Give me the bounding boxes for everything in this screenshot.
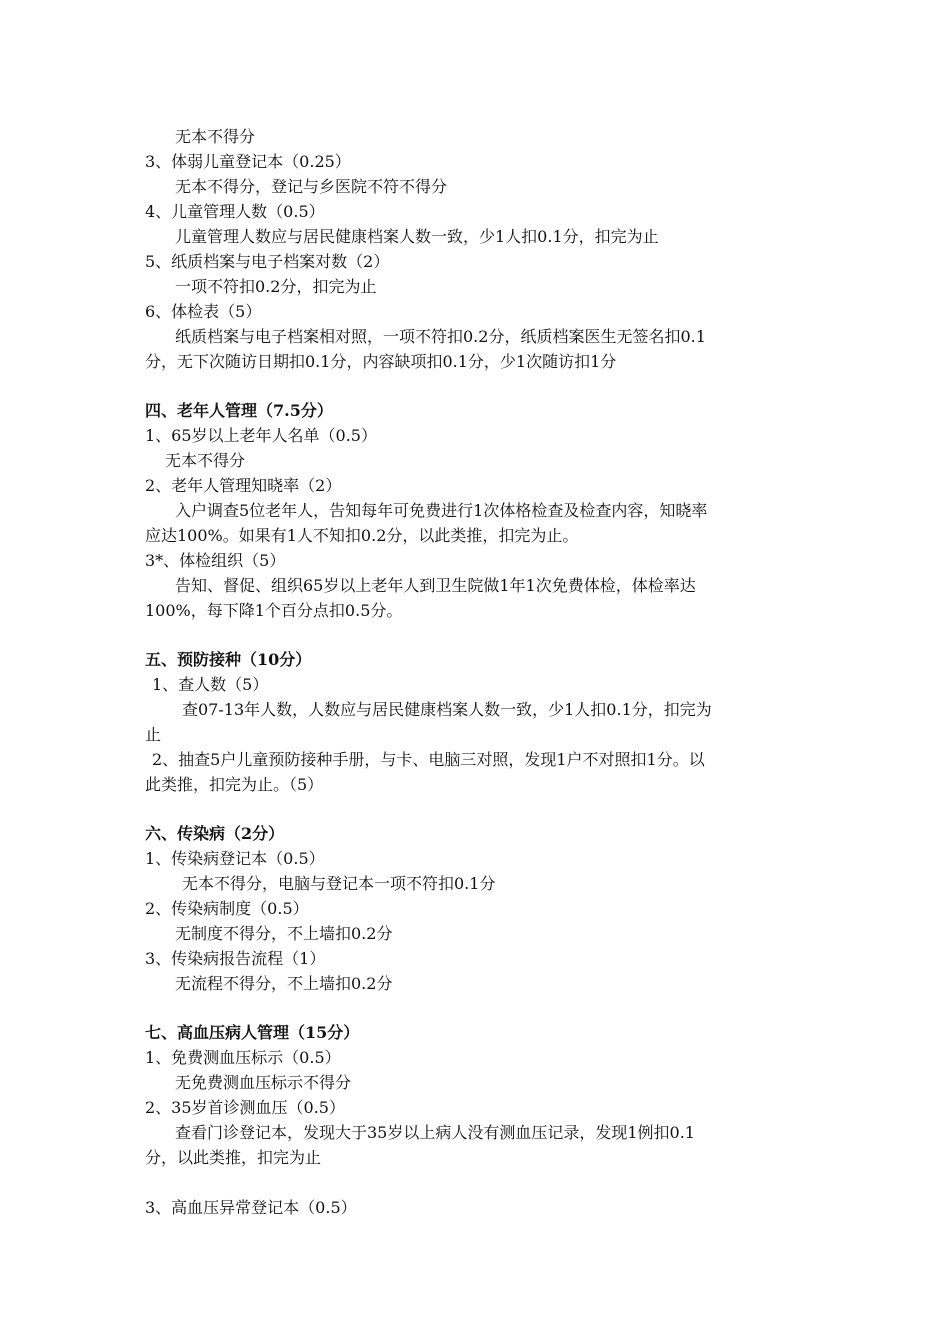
text-line: 5、纸质档案与电子档案对数（2） — [145, 252, 390, 271]
text-line: 1、65岁以上老年人名单（0.5） — [145, 426, 377, 445]
text-line: 查看门诊登记本，发现大于35岁以上病人没有测血压记录，发现1例扣0.1 — [175, 1123, 695, 1142]
text-line: 无流程不得分，不上墙扣0.2分 — [175, 974, 393, 993]
text-line: 1、免费测血压标示（0.5） — [145, 1048, 341, 1067]
text-line: 无本不得分，电脑与登记本一项不符扣0.1分 — [182, 874, 496, 893]
text-line: 无本不得分，登记与乡医院不符不得分 — [175, 177, 448, 196]
text-line: 儿童管理人数应与居民健康档案人数一致，少1人扣0.1分，扣完为止 — [175, 227, 659, 246]
text-line: 应达100%。如果有1人不知扣0.2分，以此类推，扣完为止。 — [145, 526, 579, 545]
text-line: 3、体弱儿童登记本（0.25） — [145, 152, 351, 171]
text-line: 分，无下次随访日期扣0.1分，内容缺项扣0.1分，少1次随访扣1分 — [145, 352, 617, 371]
text-line: 2、35岁首诊测血压（0.5） — [145, 1098, 345, 1117]
section-heading: 七、高血压病人管理（15分） — [145, 1023, 360, 1042]
text-line: 1、查人数（5） — [152, 675, 269, 694]
section-heading: 六、传染病（2分） — [145, 824, 285, 843]
text-line: 6、体检表（5） — [145, 302, 262, 321]
text-line: 3、高血压异常登记本（0.5） — [145, 1198, 357, 1217]
text-line: 3*、体检组织（5） — [145, 551, 286, 570]
text-line: 一项不符扣0.2分，扣完为止 — [175, 277, 377, 296]
text-line: 无制度不得分，不上墙扣0.2分 — [175, 924, 393, 943]
text-line: 3、传染病报告流程（1） — [145, 949, 326, 968]
text-line: 无本不得分 — [165, 451, 246, 470]
text-line: 此类推，扣完为止。（5） — [145, 775, 324, 794]
text-line: 4、儿童管理人数（0.5） — [145, 202, 325, 221]
text-line: 止 — [145, 725, 162, 744]
text-line: 无本不得分 — [175, 127, 256, 146]
section-heading: 四、老年人管理（7.5分） — [145, 401, 333, 420]
text-line: 纸质档案与电子档案相对照，一项不符扣0.2分，纸质档案医生无签名扣0.1 — [175, 327, 706, 346]
text-line: 1、传染病登记本（0.5） — [145, 849, 325, 868]
text-line: 查07-13年人数，人数应与居民健康档案人数一致，少1人扣0.1分，扣完为 — [182, 700, 712, 719]
text-line: 2、老年人管理知晓率（2） — [145, 476, 342, 495]
section-heading: 五、预防接种（10分） — [145, 650, 312, 669]
text-line: 告知、督促、组织65岁以上老年人到卫生院做1年1次免费体检，体检率达 — [175, 576, 696, 595]
text-line: 2、传染病制度（0.5） — [145, 899, 309, 918]
text-line: 分，以此类推，扣完为止 — [145, 1148, 322, 1167]
text-line: 2、抽查5户儿童预防接种手册，与卡、电脑三对照，发现1户不对照扣1分。以 — [152, 750, 705, 769]
text-line: 100%，每下降1个百分点扣0.5分。 — [145, 601, 403, 620]
text-line: 无免费测血压标示不得分 — [175, 1073, 352, 1092]
text-line: 入户调查5位老年人，告知每年可免费进行1次体格检查及检查内容，知晓率 — [175, 501, 708, 520]
